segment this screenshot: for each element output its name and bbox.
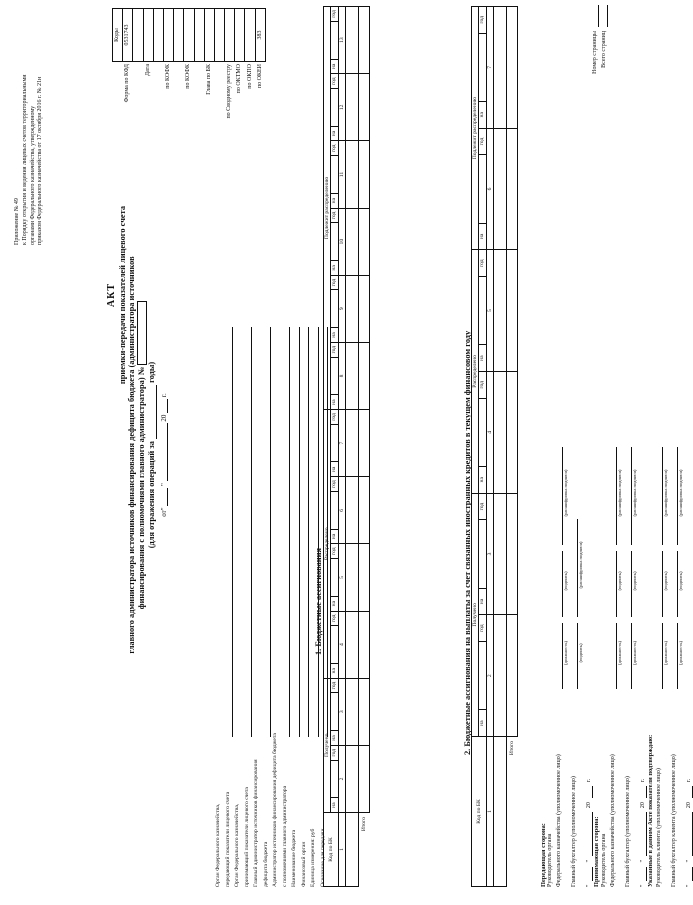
na-header: на [479,345,486,372]
signature-field[interactable] [670,551,678,617]
year-field [331,559,338,597]
codes-value[interactable] [225,9,235,62]
codes-value[interactable] [174,9,184,62]
title-date [160,175,168,735]
codes-row [143,9,153,174]
kod-bk-cell[interactable] [346,813,359,887]
date-year-field[interactable] [585,786,593,798]
position-field[interactable] [670,623,678,689]
codes-label: Форма по КФД [124,64,131,103]
column-number: 3 [338,678,345,745]
codes-row [235,9,245,174]
date-year: 20 [685,802,692,809]
position-caption: (должность) [616,640,622,666]
codes-label: по ОКЕИ [256,64,263,89]
appendix-line: органами Федерального казначейства, утвержденному [29,105,36,245]
organization-block [215,327,329,887]
date-g: г. [685,778,692,783]
total-cell[interactable] [359,678,370,745]
kod-bk-header: Код по БК [472,737,487,887]
date-quote: " [685,860,692,863]
decoding-field[interactable] [570,519,578,617]
na-header: на [479,588,486,615]
decoding-caption: (расшифровка подписи) [662,469,668,517]
date-quote: " [639,860,646,863]
codes-value[interactable] [245,9,255,62]
value-cell[interactable] [346,409,359,476]
signature-role: Руководитель органа [600,833,607,887]
codes-row [133,9,143,174]
appendix-line: к Порядку открытия и ведения лицевых счетов территориальными [21,74,28,245]
page-number-label: Номер страницы [592,31,599,74]
codes-label [194,62,204,174]
total-cell[interactable] [359,74,370,141]
value-cell[interactable] [346,275,359,342]
value-cell[interactable] [346,678,359,745]
date-quote: " [586,860,593,863]
codes-table [112,8,266,173]
god-header: год [331,6,338,21]
signature-caption: (подпись) [662,571,668,591]
signature-line [608,327,617,887]
column-number: 6 [338,477,345,544]
date-quote: " [639,884,646,887]
date-g: г. [586,778,593,783]
org-row[interactable]: дефицита бюджета [263,327,273,887]
na-header: на [331,596,338,611]
codes-value[interactable]: 0531743 [123,9,133,62]
codes-value[interactable] [235,9,245,62]
god-header: год [331,477,338,492]
org-row: Орган Федерального казначейства, [234,803,240,887]
total-cell[interactable] [359,745,370,812]
title-line-3: главного администратора источников финансирования дефицита бюджета (администратора источников [127,256,137,654]
codes-label: по КОФК [185,64,192,89]
to-distribute-header: Подлежит распределению [324,6,331,409]
decoding-caption: (расшифровка подписи) [563,469,569,517]
codes-label [153,62,163,174]
column-number: 8 [338,342,345,409]
signature-date [638,327,647,887]
org-row[interactable]: Единица измерения: руб [310,327,320,887]
total-cell[interactable] [359,342,370,409]
codes-value[interactable] [184,9,194,62]
total-row [507,6,518,886]
date-quote: " [685,884,692,887]
column-number: 4 [486,371,493,493]
signature-line [669,327,678,887]
total-cell[interactable] [359,477,370,544]
to-distribute-header: Подлежит распределению [472,6,479,249]
na-header: на [479,101,486,128]
codes-label: по ОКТМО [236,64,243,94]
signature-line [554,327,563,887]
position-caption: (должность) [631,640,637,666]
codes-value[interactable] [163,9,173,62]
total-cell[interactable] [359,141,370,208]
signature-field[interactable] [555,551,563,617]
codes-label [214,62,224,174]
date-quote: " [586,884,593,887]
total-cell[interactable] [359,409,370,476]
org-row[interactable]: с полномочиями главного администратора [282,327,292,887]
codes-value[interactable] [204,9,214,62]
god-header: год [331,678,338,693]
title-line-4 [137,175,147,735]
signature-role: Главный бухгалтер (уполномоченное лицо) [624,776,631,887]
kod-bk-header: Код по БК [324,813,339,887]
org-row: Орган Федерального казначейства, [215,803,221,887]
column-number: 1 [486,737,493,887]
value-cell[interactable] [346,745,359,812]
title-line-4-text: финансирования с полномочиями главного администратора) № [136,366,146,610]
column-number: 6 [486,128,493,250]
na-header: на [331,328,338,343]
year-field [479,642,486,710]
year-field [331,290,338,328]
na-header: на [331,260,338,275]
value-cell[interactable] [494,6,507,128]
signature-role: Главный бухгалтер клиента (уполномоченное лицо) [670,754,677,887]
year-field [331,89,338,127]
god-header: год [331,342,338,357]
signature-line [569,327,578,887]
column-number: 13 [338,6,345,73]
total-cell[interactable] [359,275,370,342]
appendix-line: приказом Федерального казначейства от 17 октября 2016 г. № 21н [37,76,44,245]
date-day-field[interactable] [585,867,593,881]
header-row [472,6,479,886]
god-header: год [331,141,338,156]
value-cell[interactable] [346,6,359,73]
codes-row [174,9,184,174]
title-line-2: приемки-передачи показателей лицевого счета [117,205,127,385]
signature-line [654,327,663,887]
table-row [346,6,359,886]
codes-value[interactable]: 383 [255,9,265,62]
signature-heading: Принимающая сторона: [593,816,601,887]
form-title [106,175,168,735]
appendix-note [14,15,45,245]
date-month-field[interactable] [685,812,693,856]
period-prefix: (для отражения операций за [146,441,156,549]
codes-label [174,62,184,174]
period-suffix: годы) [146,361,156,383]
value-cell[interactable] [346,342,359,409]
codes-row [255,9,265,174]
page-counter [590,5,608,145]
signature-date [584,327,593,887]
appendix-line: Приложение № 49 [14,198,20,245]
position-field[interactable] [555,623,563,689]
signature-caption: (подпись) [563,571,569,591]
title-act: АКТ [106,282,117,308]
column-number-row [338,6,345,886]
total-cell[interactable] [359,208,370,275]
codes-label: по КОФК [165,64,172,89]
year-field [479,520,486,588]
column-number: 7 [486,6,493,128]
signature-caption: (подпись) [616,571,622,591]
value-cell[interactable] [494,250,507,372]
na-header: на [479,223,486,250]
itogo-label: Итого [509,741,516,756]
received-header: Получено [472,493,479,736]
na-header: на [331,462,338,477]
total-cell[interactable] [507,6,518,128]
date-month-field[interactable] [639,812,647,856]
position-caption: (должность) [563,640,569,666]
column-number: 10 [338,208,345,275]
value-cell[interactable] [494,493,507,615]
org-row[interactable]: Финансовый орган [301,327,311,887]
date-year: 20 [159,414,168,422]
signature-heading: Указанные в данном Акте показатели подтверждаю: [646,734,654,887]
god-header: год [479,615,486,642]
decoding-caption: (расшифровка подписи) [631,469,637,517]
na-header: на [331,731,338,746]
column-number: 4 [338,611,345,678]
year-field [331,21,338,59]
codes-row [225,9,235,174]
na-header: на [331,126,338,141]
column-number: 2 [486,615,493,737]
signature-caption: (подпись) [677,571,683,591]
position-field[interactable] [655,623,663,689]
org-row[interactable]: Основание для передачи [320,327,330,887]
decoding-field[interactable] [670,447,678,545]
god-header: год [331,208,338,223]
year-field [331,760,338,798]
date-day-field[interactable] [639,867,647,881]
column-number-row [486,6,493,886]
itogo-label: Итого [361,817,368,832]
decoding-field[interactable] [555,447,563,545]
total-pages-label: Всего страниц [601,31,608,68]
date-year-field[interactable] [639,786,647,798]
year-field [479,398,486,466]
org-row[interactable]: передающий показатели лицевого счета [225,327,235,887]
codes-row [153,9,163,174]
value-cell[interactable] [346,544,359,611]
value-cell[interactable] [494,371,507,493]
position-caption: (должность) [662,640,668,666]
signature-role: Федерального казначейства (уполномоченное лицо) [556,754,563,887]
position-field[interactable] [609,623,617,689]
distributed-header: Распределено [472,250,479,493]
codes-row [194,9,204,174]
year-field [479,33,486,101]
na-header: на [331,529,338,544]
year-field [331,693,338,731]
signature-role: Главный бухгалтер (уполномоченное лицо) [571,776,578,887]
total-cell[interactable] [359,544,370,611]
god-header: год [479,250,486,277]
table-row [494,6,507,886]
signature-heading: Передающая сторона: [540,823,547,887]
year-field [479,155,486,223]
org-row[interactable]: принимающий показатели лицевого счета [244,327,254,887]
decoding-caption: (расшифровка подписи) [578,541,584,589]
value-cell[interactable] [346,477,359,544]
section-1-title: 1. Бюджетные ассигнования [314,548,323,655]
na-header: на [479,710,486,737]
signature-caption: (подпись) [578,643,584,663]
signature-field[interactable] [609,551,617,617]
total-cell[interactable] [507,250,518,372]
position-caption: (должность) [677,640,683,666]
decoding-caption: (расшифровка подписи) [616,469,622,517]
date-quote: " [159,483,168,486]
total-pages-field[interactable] [600,5,608,27]
org-row[interactable]: Наименование бюджета [291,327,301,887]
total-row [359,6,370,886]
codes-label: по ОКПО [246,64,253,89]
signature-date [684,327,693,887]
org-row: Администратор источников финансирования дефицита бюджета [272,733,278,887]
org-row: Главный администратор источников финансирования [253,759,259,887]
date-year: 20 [639,802,646,809]
codes-value[interactable] [194,9,204,62]
title-line-5 [147,175,157,735]
god-header: год [331,611,338,626]
codes-label [133,62,143,174]
total-cell[interactable] [507,615,518,737]
codes-row [123,9,133,174]
date-g: г. [639,778,646,783]
kod-bk-cell[interactable] [494,737,507,887]
god-header: год [479,128,486,155]
decoding-caption: (расшифровка подписи) [677,469,683,517]
codes-row [204,9,214,174]
value-cell[interactable] [494,615,507,737]
na-header: на [479,466,486,493]
foreign-credit-allocations-table [471,6,518,887]
na-header: на [331,395,338,410]
codes-label: Дата [144,64,151,76]
distributed-header: Распределено [324,409,331,678]
column-number: 12 [338,74,345,141]
signature-field[interactable] [570,623,578,689]
total-cell[interactable] [507,128,518,250]
total-cell[interactable] [507,371,518,493]
decoding-field[interactable] [609,447,617,545]
decoding-field[interactable] [655,447,663,545]
signature-role: Федерального казначейства (уполномоченное лицо) [609,754,616,887]
year-field [331,156,338,194]
year-field [331,223,338,261]
na-header: на [331,59,338,74]
god-header: год [331,409,338,424]
position-field[interactable] [624,623,632,689]
god-header: год [331,275,338,290]
year-field [479,277,486,345]
codes-row [245,9,255,174]
value-cell[interactable] [346,74,359,141]
codes-value[interactable] [143,9,153,62]
act-number-box[interactable] [137,301,147,365]
na-header: на [331,798,338,813]
date-day-field[interactable] [685,867,693,881]
signature-field[interactable] [624,551,632,617]
god-header: год [479,6,486,33]
date-month-field[interactable] [585,812,593,856]
total-cell[interactable] [359,6,370,73]
codes-value[interactable] [133,9,143,62]
codes-row [163,9,173,174]
header-row [331,6,338,886]
signature-field[interactable] [655,551,663,617]
na-header: на [331,663,338,678]
column-number: 9 [338,275,345,342]
date-from: от" [159,507,168,517]
date-year-field[interactable] [685,786,693,798]
na-header: на [331,193,338,208]
period-field[interactable] [156,385,157,439]
god-header: год [479,371,486,398]
year-field [331,424,338,462]
year-field [331,357,338,395]
column-number: 2 [338,745,345,812]
codes-header: Коды [113,9,123,62]
codes-value[interactable] [153,9,163,62]
received-header: Получено [324,678,331,812]
column-number: 5 [486,250,493,372]
signatures-block [540,327,693,887]
total-cell[interactable] [507,493,518,615]
date-day-field[interactable] [167,488,168,506]
column-number: 1 [338,813,345,887]
column-number: 7 [338,409,345,476]
page-number-field[interactable] [591,5,599,27]
signature-role: Руководитель органа [547,833,554,887]
codes-row [214,9,224,174]
column-number: 11 [338,141,345,208]
codes-label: Глава по БК [205,64,212,95]
codes-label: по Сводному реестру [226,64,233,119]
value-cell[interactable] [346,141,359,208]
god-header: год [331,74,338,89]
god-header: год [331,544,338,559]
value-cell[interactable] [494,128,507,250]
column-number: 3 [486,493,493,615]
signature-line [623,327,632,887]
god-header: год [331,745,338,760]
date-g: г. [159,393,168,398]
header-row [324,6,331,886]
codes-row [184,9,194,174]
date-year-field[interactable] [167,399,168,413]
column-number: 5 [338,544,345,611]
value-cell[interactable] [346,208,359,275]
codes-value[interactable] [214,9,224,62]
date-year: 20 [586,802,593,809]
total-cell[interactable] [359,611,370,678]
year-field [331,492,338,530]
year-field [331,626,338,664]
budget-allocations-table [323,6,370,887]
date-month-field[interactable] [167,423,168,481]
god-header: год [479,493,486,520]
decoding-field[interactable] [624,447,632,545]
signature-caption: (подпись) [631,571,637,591]
signature-role: Руководитель клиента (уполномоченное лицо) [655,768,662,887]
section-2-title: 2. Бюджетные ассигнования на выплаты за счет связанных иностранных кредитов в текущем финансовом году [463,330,472,755]
value-cell[interactable] [346,611,359,678]
